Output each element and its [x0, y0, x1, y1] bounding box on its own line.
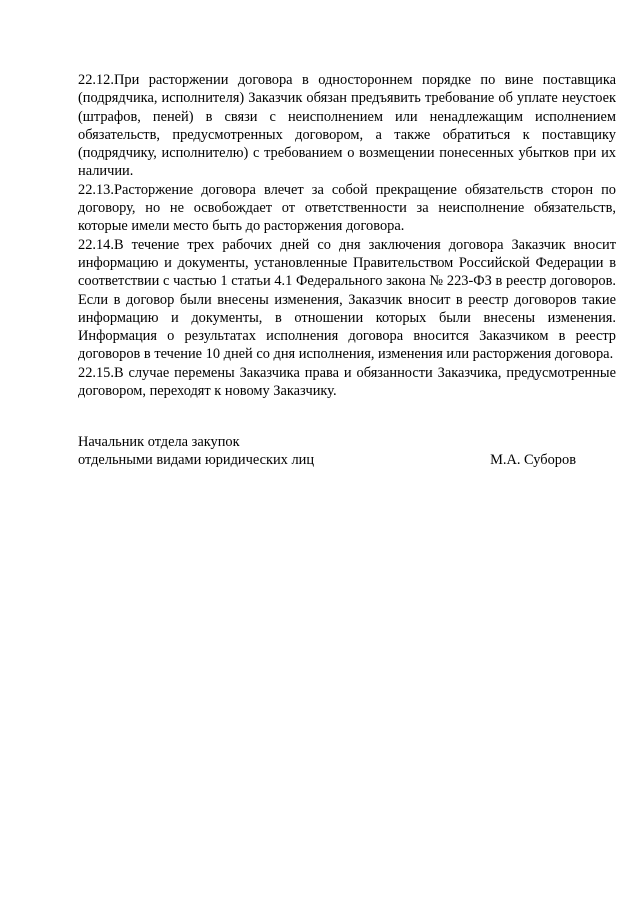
signature-block [78, 433, 616, 470]
signature-row [78, 451, 576, 469]
contract-terms-text [78, 71, 616, 400]
signatory-position-line1: Начальник отдела закупок [78, 434, 240, 450]
clause-22-15: 22.15.В случае перемены Заказчика права и обязанности Заказчика, предусмотренные договором, переходят к новому Заказчику. [78, 364, 616, 400]
signatory-position-line2: отдельными видами юридических лиц [78, 452, 315, 469]
signatory-name: М.А. Суборов [490, 452, 576, 469]
clause-22-14: 22.14.В течение трех рабочих дней со дня заключения договора Заказчик вносит информацию и документы, установленные Правительством Российской Федерации в соответствии с частью 1 статьи 4.1 Федерального закона № 223-ФЗ в реестр договоров. Если в договор были внесены изменения, Заказчик вносит в реестр договоров такие информацию и документы, в отношении которых были внесены изменения. Информация о результатах исполнения договора вносится Заказчиком в реестр договоров в течение 10 дней со дня исполнения, изменения или расторжения договора. [78, 236, 616, 363]
clause-22-13: 22.13.Расторжение договора влечет за собой прекращение обязательств сторон по договору, но не освобождает от ответственности за неисполнение обязательств, которые имели место быть до расторжения договора. [78, 181, 616, 235]
clause-22-12: 22.12.При расторжении договора в одностороннем порядке по вине поставщика (подрядчика, исполнителя) Заказчик обязан предъявить требование об уплате неустоек (штрафов, пеней) в связи с неисполнением или ненадлежащим исполнением обязательств, предусмотренных договором, а также обратиться к поставщику (подрядчику, исполнителю) с требованием о возмещении понесенных убытков при их наличии. [78, 72, 616, 180]
